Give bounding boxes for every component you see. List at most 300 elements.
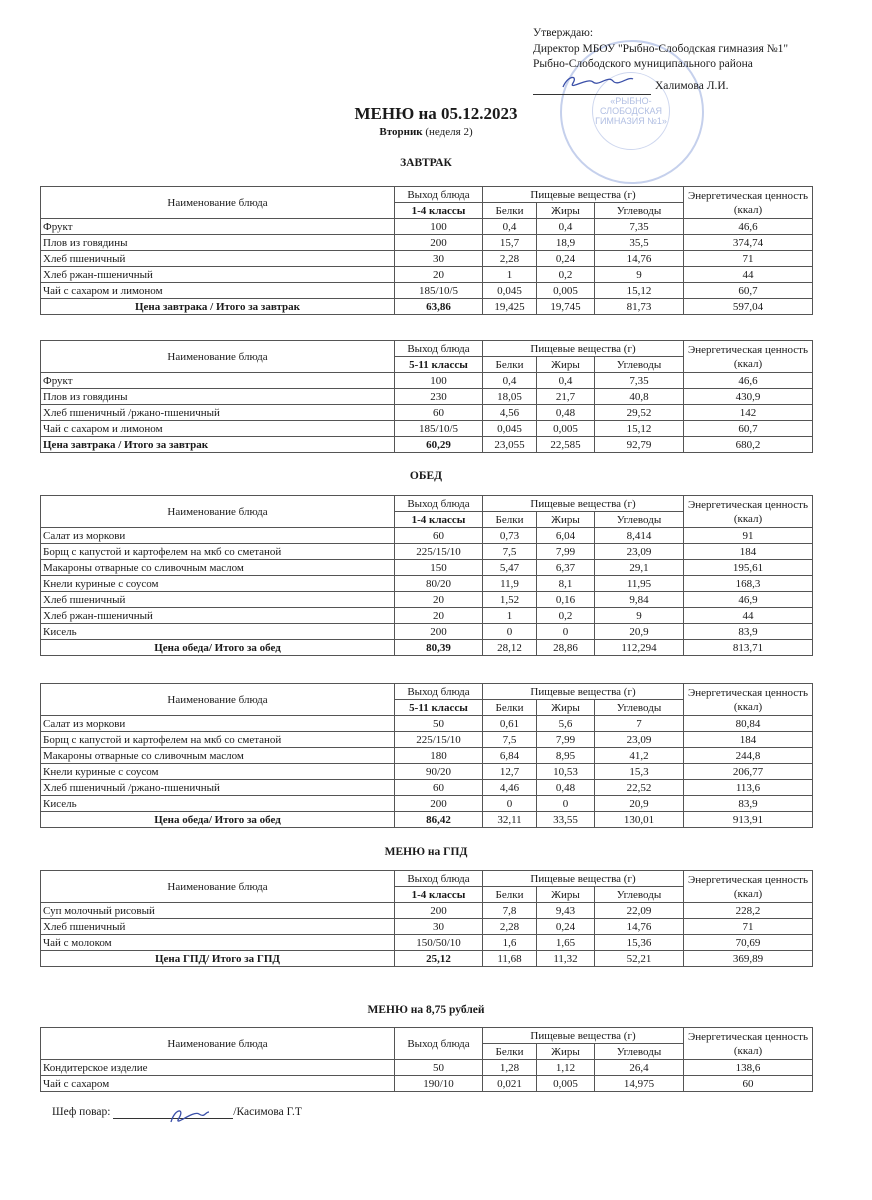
table-cell: 0 — [483, 624, 537, 640]
day-of-week: Вторник — [379, 126, 423, 138]
total-value: 112,294 — [595, 640, 684, 656]
table-row — [41, 903, 813, 919]
table-cell: 1,6 — [483, 935, 537, 951]
table-cell: 7,5 — [483, 732, 537, 748]
header-grade: 5-11 классы — [395, 357, 483, 373]
table-cell: 1,65 — [537, 935, 595, 951]
section-title: МЕНЮ на 8,75 рублей — [367, 1004, 485, 1016]
header-row — [41, 871, 813, 887]
table-cell: 225/15/10 — [395, 544, 483, 560]
table-cell: 60 — [684, 1076, 813, 1092]
table-cell: 71 — [684, 251, 813, 267]
table-cell: 0,005 — [537, 283, 595, 299]
total-value: 25,12 — [395, 951, 483, 967]
menu-table — [40, 870, 813, 967]
page-title: МЕНЮ на 05.12.2023 — [354, 104, 518, 123]
total-value: 369,89 — [684, 951, 813, 967]
dish-name: Хлеб пшеничный /ржано-пшеничный — [41, 780, 395, 796]
table-cell: 0,045 — [483, 283, 537, 299]
table-cell: 83,9 — [684, 624, 813, 640]
table-cell: 225/15/10 — [395, 732, 483, 748]
table-cell: 138,6 — [684, 1060, 813, 1076]
header-protein: Белки — [483, 203, 537, 219]
table-cell: 1,12 — [537, 1060, 595, 1076]
table-cell: 7 — [595, 716, 684, 732]
header-carbs: Углеводы — [595, 887, 684, 903]
table-cell: 142 — [684, 405, 813, 421]
table-cell: 91 — [684, 528, 813, 544]
header-protein: Белки — [483, 887, 537, 903]
table-cell: 6,37 — [537, 560, 595, 576]
table-row — [41, 544, 813, 560]
table-row — [41, 235, 813, 251]
table-cell: 20 — [395, 267, 483, 283]
header-name: Наименование блюда — [41, 496, 395, 528]
table-cell: 46,9 — [684, 592, 813, 608]
section-title: ЗАВТРАК — [400, 157, 452, 169]
table-cell: 1 — [483, 608, 537, 624]
dish-name: Кнели куриные с соусом — [41, 764, 395, 780]
header-name: Наименование блюда — [41, 187, 395, 219]
header-row — [41, 187, 813, 203]
table-cell: 185/10/5 — [395, 421, 483, 437]
table-cell: 150 — [395, 560, 483, 576]
dish-name: Хлеб ржан-пшеничный — [41, 267, 395, 283]
dish-name: Хлеб пшеничный — [41, 592, 395, 608]
header-fat: Жиры — [537, 887, 595, 903]
table-cell: 200 — [395, 796, 483, 812]
approval-block — [533, 26, 788, 95]
dish-name: Кисель — [41, 624, 395, 640]
week-number: (неделя 2) — [425, 126, 473, 138]
table-cell: 15,12 — [595, 421, 684, 437]
header-row — [41, 1028, 813, 1044]
header-carbs: Углеводы — [595, 357, 684, 373]
chef-label: Шеф повар: — [52, 1106, 111, 1118]
stamp-text: «РЫБНО-СЛОБОДСКАЯ ГИМНАЗИЯ №1» — [592, 72, 670, 150]
table-cell: 5,47 — [483, 560, 537, 576]
header-output: Выход блюда — [395, 341, 483, 357]
header-energy: Энергетическая ценность (ккал) — [684, 871, 813, 903]
header-energy: Энергетическая ценность (ккал) — [684, 684, 813, 716]
table-cell: 190/10 — [395, 1076, 483, 1092]
signature-line — [533, 73, 651, 96]
header-grade: 5-11 классы — [395, 700, 483, 716]
table-cell: 0,61 — [483, 716, 537, 732]
table-cell: 7,99 — [537, 544, 595, 560]
table-cell: 4,56 — [483, 405, 537, 421]
approval-signer: Халимова Л.И. — [655, 79, 729, 92]
dish-name: Борщ с капустой и картофелем на мкб со сметаной — [41, 544, 395, 560]
table-cell: 8,95 — [537, 748, 595, 764]
header-output: Выход блюда — [395, 496, 483, 512]
header-fat: Жиры — [537, 357, 595, 373]
signature-icon — [113, 1106, 233, 1124]
dish-name: Фрукт — [41, 219, 395, 235]
approval-label: Утверждаю: — [533, 27, 594, 39]
total-label: Цена обеда/ Итого за обед — [41, 812, 395, 828]
table-cell: 12,7 — [483, 764, 537, 780]
table-cell: 0,005 — [537, 1076, 595, 1092]
header-fat: Жиры — [537, 203, 595, 219]
table-cell: 46,6 — [684, 373, 813, 389]
table-cell: 60 — [395, 405, 483, 421]
dish-name: Чай с молоком — [41, 935, 395, 951]
header-carbs: Углеводы — [595, 1044, 684, 1060]
header-carbs: Углеводы — [595, 700, 684, 716]
table-cell: 0,16 — [537, 592, 595, 608]
table-cell: 83,9 — [684, 796, 813, 812]
header-fat: Жиры — [537, 1044, 595, 1060]
table-cell: 9,84 — [595, 592, 684, 608]
table-cell: 168,3 — [684, 576, 813, 592]
table-cell: 15,7 — [483, 235, 537, 251]
table-cell: 70,69 — [684, 935, 813, 951]
section-title: ОБЕД — [409, 470, 443, 482]
table-row — [41, 219, 813, 235]
dish-name: Хлеб пшеничный — [41, 919, 395, 935]
table-cell: 40,8 — [595, 389, 684, 405]
dish-name: Чай с сахаром и лимоном — [41, 421, 395, 437]
table-cell: 7,5 — [483, 544, 537, 560]
table-cell: 1,52 — [483, 592, 537, 608]
total-row — [41, 812, 813, 828]
dish-name: Салат из моркови — [41, 716, 395, 732]
dish-name: Хлеб пшеничный /ржано-пшеничный — [41, 405, 395, 421]
table-cell: 15,12 — [595, 283, 684, 299]
table-row — [41, 576, 813, 592]
table-cell: 9 — [595, 267, 684, 283]
header-nutrients: Пищевые вещества (г) — [483, 187, 684, 203]
table-cell: 0,4 — [537, 219, 595, 235]
table-row — [41, 405, 813, 421]
dish-name: Чай с сахаром — [41, 1076, 395, 1092]
table-cell: 20 — [395, 592, 483, 608]
header-carbs: Углеводы — [595, 203, 684, 219]
table-cell: 80,84 — [684, 716, 813, 732]
table-cell: 0,4 — [483, 219, 537, 235]
table-cell: 184 — [684, 732, 813, 748]
total-value: 130,01 — [595, 812, 684, 828]
table-row — [41, 624, 813, 640]
table-cell: 0 — [483, 796, 537, 812]
table-cell: 44 — [684, 608, 813, 624]
header-name: Наименование блюда — [41, 871, 395, 903]
table-cell: 7,8 — [483, 903, 537, 919]
total-row — [41, 299, 813, 315]
dish-name: Хлеб ржан-пшеничный — [41, 608, 395, 624]
header-nutrients: Пищевые вещества (г) — [483, 1028, 684, 1044]
header-name: Наименование блюда — [41, 341, 395, 373]
total-value: 11,68 — [483, 951, 537, 967]
table-cell: 18,05 — [483, 389, 537, 405]
table-row — [41, 780, 813, 796]
table-cell: 21,7 — [537, 389, 595, 405]
table-row — [41, 560, 813, 576]
total-row — [41, 951, 813, 967]
header-nutrients: Пищевые вещества (г) — [483, 496, 684, 512]
header-protein: Белки — [483, 357, 537, 373]
menu-table — [40, 186, 813, 315]
header-fat: Жиры — [537, 512, 595, 528]
dish-name: Чай с сахаром и лимоном — [41, 283, 395, 299]
table-cell: 228,2 — [684, 903, 813, 919]
table-cell: 4,46 — [483, 780, 537, 796]
menu-table — [40, 340, 813, 453]
menu-table — [40, 683, 813, 828]
approval-position: Директор МБОУ "Рыбно-Слободская гимназия №1" — [533, 42, 789, 55]
total-value: 81,73 — [595, 299, 684, 315]
table-cell: 230 — [395, 389, 483, 405]
total-label: Цена обеда/ Итого за обед — [41, 640, 395, 656]
total-value: 52,21 — [595, 951, 684, 967]
table-cell: 6,84 — [483, 748, 537, 764]
dish-name: Плов из говядины — [41, 389, 395, 405]
table-cell: 8,1 — [537, 576, 595, 592]
table-cell: 18,9 — [537, 235, 595, 251]
table-cell: 60,7 — [684, 283, 813, 299]
header-energy: Энергетическая ценность (ккал) — [684, 187, 813, 219]
total-value: 19,745 — [537, 299, 595, 315]
header-name: Наименование блюда — [41, 1028, 395, 1060]
header-nutrients: Пищевые вещества (г) — [483, 871, 684, 887]
header-output: Выход блюда — [395, 187, 483, 203]
table-cell: 2,28 — [483, 251, 537, 267]
table-cell: 0,73 — [483, 528, 537, 544]
table-cell: 46,6 — [684, 219, 813, 235]
table-cell: 29,52 — [595, 405, 684, 421]
table-cell: 0,24 — [537, 919, 595, 935]
table-cell: 1 — [483, 267, 537, 283]
table-row — [41, 796, 813, 812]
dish-name: Хлеб пшеничный — [41, 251, 395, 267]
table-cell: 0,24 — [537, 251, 595, 267]
total-label: Цена завтрака / Итого за завтрак — [41, 299, 395, 315]
table-cell: 200 — [395, 235, 483, 251]
section-title: МЕНЮ на ГПД — [384, 846, 468, 858]
table-cell: 113,6 — [684, 780, 813, 796]
page-subtitle — [0, 126, 852, 138]
table-cell: 150/50/10 — [395, 935, 483, 951]
table-row — [41, 267, 813, 283]
table-cell: 0,48 — [537, 780, 595, 796]
total-value: 23,055 — [483, 437, 537, 453]
header-nutrients: Пищевые вещества (г) — [483, 341, 684, 357]
table-cell: 14,975 — [595, 1076, 684, 1092]
table-cell: 185/10/5 — [395, 283, 483, 299]
table-row — [41, 592, 813, 608]
table-cell: 200 — [395, 903, 483, 919]
table-cell: 200 — [395, 624, 483, 640]
chef-signature-line — [113, 1106, 233, 1119]
table-cell: 15,36 — [595, 935, 684, 951]
table-row — [41, 1076, 813, 1092]
table-cell: 20 — [395, 608, 483, 624]
table-cell: 0,2 — [537, 267, 595, 283]
menu-table — [40, 495, 813, 656]
table-cell: 23,09 — [595, 732, 684, 748]
table-cell: 26,4 — [595, 1060, 684, 1076]
total-value: 19,425 — [483, 299, 537, 315]
total-value: 92,79 — [595, 437, 684, 453]
total-value: 597,04 — [684, 299, 813, 315]
table-row — [41, 608, 813, 624]
header-energy: Энергетическая ценность (ккал) — [684, 1028, 813, 1060]
table-row — [41, 251, 813, 267]
table-cell: 50 — [395, 716, 483, 732]
table-cell: 7,35 — [595, 219, 684, 235]
table-cell: 22,52 — [595, 780, 684, 796]
table-row — [41, 389, 813, 405]
table-cell: 11,95 — [595, 576, 684, 592]
total-value: 913,91 — [684, 812, 813, 828]
table-row — [41, 716, 813, 732]
header-protein: Белки — [483, 1044, 537, 1060]
dish-name: Плов из говядины — [41, 235, 395, 251]
table-cell: 7,99 — [537, 732, 595, 748]
dish-name: Борщ с капустой и картофелем на мкб со сметаной — [41, 732, 395, 748]
header-nutrients: Пищевые вещества (г) — [483, 684, 684, 700]
table-cell: 430,9 — [684, 389, 813, 405]
table-cell: 100 — [395, 373, 483, 389]
table-cell: 22,09 — [595, 903, 684, 919]
table-cell: 180 — [395, 748, 483, 764]
header-carbs: Углеводы — [595, 512, 684, 528]
table-row — [41, 373, 813, 389]
table-row — [41, 764, 813, 780]
table-cell: 374,74 — [684, 235, 813, 251]
table-cell: 80/20 — [395, 576, 483, 592]
menu-table — [40, 1027, 813, 1092]
table-cell: 195,61 — [684, 560, 813, 576]
dish-name: Макароны отварные со сливочным маслом — [41, 748, 395, 764]
table-cell: 6,04 — [537, 528, 595, 544]
table-cell: 60 — [395, 528, 483, 544]
table-cell: 35,5 — [595, 235, 684, 251]
table-row — [41, 528, 813, 544]
table-cell: 23,09 — [595, 544, 684, 560]
table-cell: 20,9 — [595, 796, 684, 812]
total-row — [41, 437, 813, 453]
table-cell: 10,53 — [537, 764, 595, 780]
table-cell: 0,4 — [537, 373, 595, 389]
total-value: 813,71 — [684, 640, 813, 656]
header-row — [41, 496, 813, 512]
table-cell: 30 — [395, 251, 483, 267]
dish-name: Салат из моркови — [41, 528, 395, 544]
dish-name: Кондитерское изделие — [41, 1060, 395, 1076]
table-cell: 15,3 — [595, 764, 684, 780]
table-cell: 0 — [537, 624, 595, 640]
approval-district: Рыбно-Слободского муниципального района — [533, 58, 753, 70]
table-row — [41, 421, 813, 437]
table-cell: 0,2 — [537, 608, 595, 624]
table-cell: 41,2 — [595, 748, 684, 764]
total-value: 680,2 — [684, 437, 813, 453]
dish-name: Кнели куриные с соусом — [41, 576, 395, 592]
table-cell: 14,76 — [595, 919, 684, 935]
table-row — [41, 732, 813, 748]
dish-name: Макароны отварные со сливочным маслом — [41, 560, 395, 576]
header-fat: Жиры — [537, 700, 595, 716]
table-row — [41, 748, 813, 764]
table-cell: 9,43 — [537, 903, 595, 919]
header-output: Выход блюда — [395, 871, 483, 887]
table-cell: 2,28 — [483, 919, 537, 935]
table-cell: 50 — [395, 1060, 483, 1076]
total-value: 11,32 — [537, 951, 595, 967]
total-value: 22,585 — [537, 437, 595, 453]
table-cell: 5,6 — [537, 716, 595, 732]
table-cell: 0,021 — [483, 1076, 537, 1092]
table-cell: 244,8 — [684, 748, 813, 764]
total-value: 28,86 — [537, 640, 595, 656]
header-grade: 1-4 классы — [395, 887, 483, 903]
header-energy: Энергетическая ценность (ккал) — [684, 496, 813, 528]
table-cell: 11,9 — [483, 576, 537, 592]
signature-icon — [533, 73, 651, 89]
table-cell: 60,7 — [684, 421, 813, 437]
table-cell: 7,35 — [595, 373, 684, 389]
table-row — [41, 919, 813, 935]
table-cell: 9 — [595, 608, 684, 624]
dish-name: Кисель — [41, 796, 395, 812]
table-cell: 44 — [684, 267, 813, 283]
table-cell: 0 — [537, 796, 595, 812]
total-value: 80,39 — [395, 640, 483, 656]
total-value: 63,86 — [395, 299, 483, 315]
table-cell: 0,48 — [537, 405, 595, 421]
header-protein: Белки — [483, 700, 537, 716]
header-row — [41, 341, 813, 357]
total-label: Цена ГПД/ Итого за ГПД — [41, 951, 395, 967]
header-grade: 1-4 классы — [395, 512, 483, 528]
table-cell: 14,76 — [595, 251, 684, 267]
dish-name: Фрукт — [41, 373, 395, 389]
table-cell: 0,045 — [483, 421, 537, 437]
table-cell: 100 — [395, 219, 483, 235]
table-cell: 71 — [684, 919, 813, 935]
total-value: 32,11 — [483, 812, 537, 828]
header-row — [41, 684, 813, 700]
total-value: 33,55 — [537, 812, 595, 828]
table-cell: 60 — [395, 780, 483, 796]
total-value: 60,29 — [395, 437, 483, 453]
header-grade: 1-4 классы — [395, 203, 483, 219]
header-output: Выход блюда — [395, 684, 483, 700]
table-row — [41, 1060, 813, 1076]
table-row — [41, 283, 813, 299]
table-cell: 1,28 — [483, 1060, 537, 1076]
table-cell: 0,005 — [537, 421, 595, 437]
chef-signature — [52, 1106, 302, 1119]
header-name: Наименование блюда — [41, 684, 395, 716]
dish-name: Суп молочный рисовый — [41, 903, 395, 919]
table-cell: 29,1 — [595, 560, 684, 576]
table-cell: 90/20 — [395, 764, 483, 780]
table-cell: 206,77 — [684, 764, 813, 780]
total-value: 28,12 — [483, 640, 537, 656]
table-cell: 8,414 — [595, 528, 684, 544]
table-row — [41, 935, 813, 951]
header-output: Выход блюда — [395, 1028, 483, 1060]
total-row — [41, 640, 813, 656]
header-protein: Белки — [483, 512, 537, 528]
header-energy: Энергетическая ценность (ккал) — [684, 341, 813, 373]
total-value: 86,42 — [395, 812, 483, 828]
table-cell: 20,9 — [595, 624, 684, 640]
table-cell: 30 — [395, 919, 483, 935]
